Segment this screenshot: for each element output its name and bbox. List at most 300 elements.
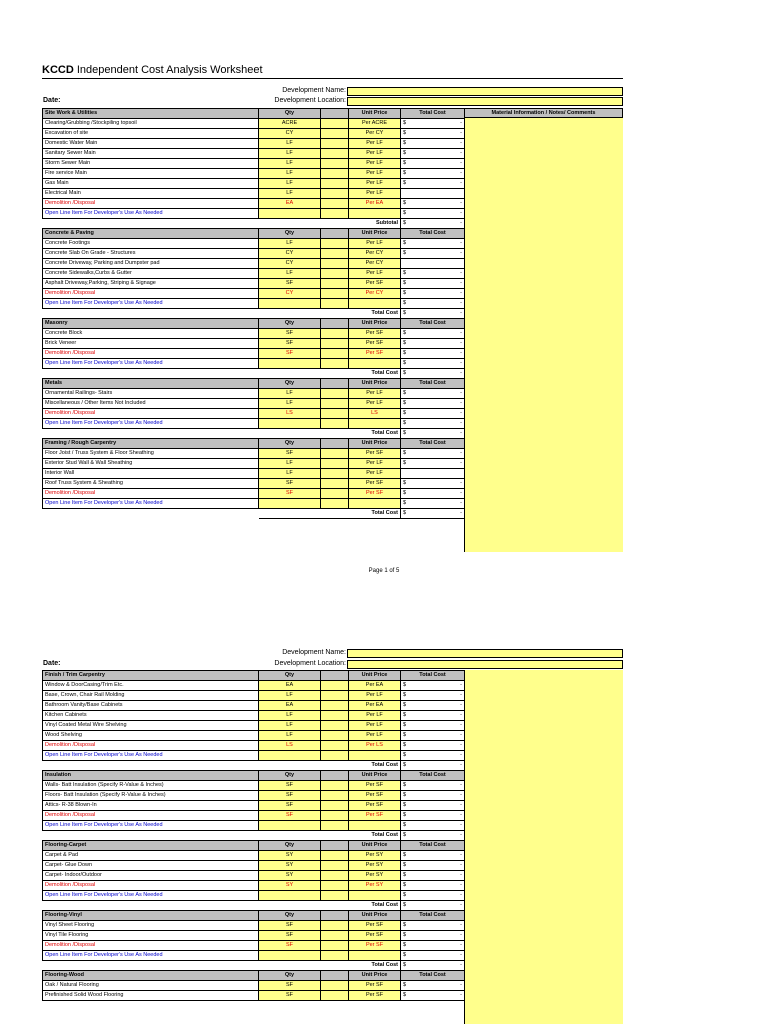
amount-value: -	[460, 180, 462, 186]
unit-price-cell[interactable]: LS	[349, 409, 401, 419]
unit-price-cell[interactable]: Per SY	[349, 851, 401, 861]
qty-input[interactable]	[321, 169, 349, 179]
subtotal-spacer	[43, 961, 259, 971]
unit-price-cell[interactable]: Per SF	[349, 991, 401, 1001]
qty-input[interactable]	[321, 259, 349, 269]
qty-cell[interactable]: SY	[259, 881, 321, 891]
qty-input[interactable]	[321, 419, 349, 429]
qty-input[interactable]	[321, 409, 349, 419]
qty-cell[interactable]: SF	[259, 791, 321, 801]
unit-price-cell[interactable]: Per SF	[349, 329, 401, 339]
qty-input[interactable]	[321, 299, 349, 309]
item-description: Excavation of site	[43, 129, 259, 139]
qty-cell[interactable]: LF	[259, 711, 321, 721]
qty-input[interactable]	[321, 921, 349, 931]
total-cost-cell	[401, 479, 465, 489]
amount	[403, 269, 462, 278]
amount-value: -	[460, 390, 462, 396]
amount	[403, 801, 462, 810]
section-name: Flooring-Vinyl	[43, 911, 259, 921]
title-text: Independent Cost Analysis Worksheet	[73, 64, 263, 76]
unit-price-cell[interactable]	[349, 359, 401, 369]
item-description: Fire service Main	[43, 169, 259, 179]
unit-price-cell[interactable]: Per EA	[349, 701, 401, 711]
unit-price-cell[interactable]	[349, 499, 401, 509]
qty-input[interactable]	[321, 891, 349, 901]
qty-input[interactable]	[321, 479, 349, 489]
qty-input[interactable]	[321, 139, 349, 149]
total-cost-cell	[401, 399, 465, 409]
unit-price-cell[interactable]: Per SY	[349, 861, 401, 871]
line-item-row	[43, 149, 465, 159]
unit-price-header: Unit Price	[349, 671, 401, 681]
blank-header	[321, 379, 349, 389]
line-item-row	[43, 189, 465, 199]
qty-cell[interactable]: SF	[259, 801, 321, 811]
section-name: Site Work & Utilities	[43, 109, 259, 119]
line-item-row	[43, 279, 465, 289]
currency-sign: $	[403, 892, 407, 898]
amount	[403, 419, 462, 428]
unit-price-cell[interactable]: Per LF	[349, 711, 401, 721]
qty-cell[interactable]: LS	[259, 741, 321, 751]
cost-table-page2	[42, 670, 465, 1001]
qty-cell[interactable]: EA	[259, 681, 321, 691]
section-header-row	[43, 971, 465, 981]
total-cost-header: Total Cost	[401, 911, 465, 921]
qty-input[interactable]	[321, 701, 349, 711]
qty-cell[interactable]: LS	[259, 409, 321, 419]
currency-sign: $	[403, 350, 407, 356]
qty-cell[interactable]: CY	[259, 259, 321, 269]
qty-header: Qty	[259, 379, 321, 389]
amount-value: -	[460, 490, 462, 496]
qty-input[interactable]	[321, 149, 349, 159]
qty-input[interactable]	[321, 239, 349, 249]
total-cost-cell	[401, 731, 465, 741]
item-description: Open Line Item For Developer's Use As Needed	[43, 751, 259, 761]
qty-cell[interactable]: SF	[259, 449, 321, 459]
qty-cell[interactable]: SF	[259, 279, 321, 289]
qty-cell[interactable]	[259, 419, 321, 429]
qty-input[interactable]	[321, 389, 349, 399]
qty-input[interactable]	[321, 941, 349, 951]
qty-header: Qty	[259, 841, 321, 851]
qty-header: Qty	[259, 109, 321, 119]
qty-cell[interactable]: ACRE	[259, 119, 321, 129]
qty-cell[interactable]: SF	[259, 489, 321, 499]
qty-input[interactable]	[321, 791, 349, 801]
amount	[403, 479, 462, 488]
unit-price-cell[interactable]: Per LF	[349, 691, 401, 701]
line-item-row	[43, 781, 465, 791]
item-description: Vinyl Sheet Flooring	[43, 921, 259, 931]
line-item-row	[43, 691, 465, 701]
dev-name-field[interactable]	[347, 87, 623, 96]
unit-price-cell[interactable]: Per LF	[349, 149, 401, 159]
unit-price-cell[interactable]: Per ACRE	[349, 119, 401, 129]
total-cost-cell	[401, 279, 465, 289]
qty-input[interactable]	[321, 489, 349, 499]
amount	[403, 349, 462, 358]
qty-cell[interactable]: EA	[259, 199, 321, 209]
subtotal-spacer	[259, 761, 321, 771]
unit-price-cell[interactable]: Per CY	[349, 129, 401, 139]
line-item-row	[43, 499, 465, 509]
qty-input[interactable]	[321, 741, 349, 751]
qty-cell[interactable]: LF	[259, 459, 321, 469]
qty-cell[interactable]: LF	[259, 139, 321, 149]
section-header-row	[43, 911, 465, 921]
subtotal-spacer	[43, 509, 259, 519]
subtotal-value	[401, 961, 465, 971]
qty-cell[interactable]: LF	[259, 149, 321, 159]
qty-cell[interactable]: LF	[259, 179, 321, 189]
subtotal-label: Total Cost	[349, 961, 401, 971]
unit-price-cell[interactable]: Per EA	[349, 199, 401, 209]
qty-input[interactable]	[321, 991, 349, 1001]
section-header-row	[43, 671, 465, 681]
line-item-row	[43, 249, 465, 259]
unit-price-cell[interactable]: Per LF	[349, 139, 401, 149]
currency-sign: $	[403, 952, 407, 958]
subtotal-value	[401, 831, 465, 841]
qty-cell[interactable]: LF	[259, 159, 321, 169]
amount-value: -	[460, 310, 462, 316]
qty-input[interactable]	[321, 459, 349, 469]
subtotal-row	[43, 901, 465, 911]
qty-cell[interactable]: SF	[259, 781, 321, 791]
unit-price-cell[interactable]: Per LF	[349, 399, 401, 409]
qty-input[interactable]	[321, 691, 349, 701]
unit-price-cell[interactable]: Per CY	[349, 249, 401, 259]
qty-cell[interactable]: SY	[259, 851, 321, 861]
amount	[403, 681, 462, 690]
qty-cell[interactable]: LF	[259, 269, 321, 279]
qty-cell[interactable]	[259, 891, 321, 901]
item-description: Open Line Item For Developer's Use As Needed	[43, 891, 259, 901]
qty-input[interactable]	[321, 951, 349, 961]
qty-input[interactable]	[321, 339, 349, 349]
subtotal-value	[401, 429, 465, 439]
qty-input[interactable]	[321, 199, 349, 209]
currency-sign: $	[403, 782, 407, 788]
qty-input[interactable]	[321, 731, 349, 741]
section-header-row	[43, 109, 465, 119]
unit-price-cell[interactable]: Per LF	[349, 469, 401, 479]
qty-input[interactable]	[321, 359, 349, 369]
unit-price-cell[interactable]: Per SF	[349, 931, 401, 941]
unit-price-cell[interactable]	[349, 751, 401, 761]
qty-cell[interactable]: LF	[259, 239, 321, 249]
qty-cell[interactable]	[259, 359, 321, 369]
qty-input[interactable]	[321, 811, 349, 821]
qty-cell[interactable]: SF	[259, 349, 321, 359]
unit-price-cell[interactable]: Per SF	[349, 349, 401, 359]
qty-input[interactable]	[321, 871, 349, 881]
qty-cell[interactable]: CY	[259, 249, 321, 259]
unit-price-cell[interactable]: Per LF	[349, 269, 401, 279]
unit-price-cell[interactable]	[349, 821, 401, 831]
total-cost-cell	[401, 691, 465, 701]
line-item-row	[43, 409, 465, 419]
subtotal-row	[43, 369, 465, 379]
unit-price-cell[interactable]: Per LF	[349, 189, 401, 199]
line-item-row	[43, 389, 465, 399]
currency-sign: $	[403, 290, 407, 296]
amount-value: -	[460, 862, 462, 868]
qty-input[interactable]	[321, 209, 349, 219]
currency-sign: $	[403, 490, 407, 496]
unit-price-cell[interactable]: Per LF	[349, 389, 401, 399]
subtotal-spacer	[259, 369, 321, 379]
unit-price-cell[interactable]	[349, 419, 401, 429]
currency-sign: $	[403, 480, 407, 486]
qty-input[interactable]	[321, 449, 349, 459]
unit-price-cell[interactable]: Per LF	[349, 179, 401, 189]
qty-cell[interactable]	[259, 299, 321, 309]
qty-cell[interactable]: SF	[259, 811, 321, 821]
currency-sign: $	[403, 390, 407, 396]
qty-cell[interactable]	[259, 499, 321, 509]
qty-cell[interactable]: LF	[259, 169, 321, 179]
item-description: Interior Wall	[43, 469, 259, 479]
subtotal-row	[43, 761, 465, 771]
qty-input[interactable]	[321, 751, 349, 761]
line-item-row	[43, 941, 465, 951]
subtotal-row	[43, 309, 465, 319]
dev-location-label-p2: Development Location:	[274, 660, 346, 667]
unit-price-cell[interactable]	[349, 299, 401, 309]
subtotal-label: Total Cost	[349, 901, 401, 911]
qty-input[interactable]	[321, 801, 349, 811]
unit-price-cell[interactable]: Per LF	[349, 169, 401, 179]
amount-value: -	[460, 942, 462, 948]
unit-price-cell[interactable]: Per SY	[349, 871, 401, 881]
currency-sign: $	[403, 510, 407, 516]
qty-input[interactable]	[321, 851, 349, 861]
qty-cell[interactable]: LF	[259, 469, 321, 479]
notes-column[interactable]	[464, 118, 623, 552]
unit-price-cell[interactable]	[349, 951, 401, 961]
currency-sign: $	[403, 310, 407, 316]
unit-price-cell[interactable]: Per LS	[349, 741, 401, 751]
dev-location-field-p2[interactable]	[347, 660, 623, 669]
line-item-row	[43, 299, 465, 309]
qty-input[interactable]	[321, 179, 349, 189]
dev-name-label-p2: Development Name:	[282, 649, 346, 656]
qty-input[interactable]	[321, 269, 349, 279]
amount-value: -	[460, 150, 462, 156]
qty-cell[interactable]: EA	[259, 701, 321, 711]
qty-cell[interactable]: LF	[259, 721, 321, 731]
qty-input[interactable]	[321, 249, 349, 259]
qty-input[interactable]	[321, 821, 349, 831]
qty-input[interactable]	[321, 469, 349, 479]
unit-price-cell[interactable]: Per SF	[349, 791, 401, 801]
qty-cell[interactable]: SY	[259, 861, 321, 871]
qty-cell[interactable]: SF	[259, 931, 321, 941]
unit-price-cell[interactable]: Per SF	[349, 479, 401, 489]
item-description: Wood Shelving	[43, 731, 259, 741]
qty-cell[interactable]: SF	[259, 329, 321, 339]
amount-value: -	[460, 430, 462, 436]
qty-input[interactable]	[321, 721, 349, 731]
qty-input[interactable]	[321, 329, 349, 339]
dev-name-field-p2[interactable]	[347, 649, 623, 658]
qty-cell[interactable]: LF	[259, 189, 321, 199]
amount	[403, 199, 462, 208]
notes-column-p2[interactable]	[464, 670, 623, 1024]
line-item-row	[43, 129, 465, 139]
currency-sign: $	[403, 722, 407, 728]
amount-value: -	[460, 732, 462, 738]
qty-input[interactable]	[321, 881, 349, 891]
dev-location-field[interactable]	[347, 97, 623, 106]
qty-input[interactable]	[321, 129, 349, 139]
unit-price-cell[interactable]: Per LF	[349, 159, 401, 169]
line-item-row	[43, 701, 465, 711]
qty-input[interactable]	[321, 119, 349, 129]
currency-sign: $	[403, 922, 407, 928]
total-cost-cell	[401, 139, 465, 149]
qty-input[interactable]	[321, 289, 349, 299]
unit-price-cell[interactable]: Per LF	[349, 731, 401, 741]
line-item-row	[43, 339, 465, 349]
qty-cell[interactable]: LF	[259, 691, 321, 701]
subtotal-spacer	[321, 509, 349, 519]
currency-sign: $	[403, 882, 407, 888]
item-description: Base, Crown, Chair Rail Molding	[43, 691, 259, 701]
amount-value: -	[460, 120, 462, 126]
total-cost-cell	[401, 179, 465, 189]
blank-header	[321, 971, 349, 981]
amount-value: -	[460, 240, 462, 246]
qty-input[interactable]	[321, 681, 349, 691]
unit-price-header: Unit Price	[349, 319, 401, 329]
qty-input[interactable]	[321, 981, 349, 991]
line-item-row	[43, 791, 465, 801]
subtotal-spacer	[259, 831, 321, 841]
unit-price-cell[interactable]: Per SF	[349, 781, 401, 791]
amount	[403, 359, 462, 368]
item-description: Miscellaneous / Other Items Not Included	[43, 399, 259, 409]
total-cost-cell	[401, 921, 465, 931]
section-name: Concrete & Paving	[43, 229, 259, 239]
amount	[403, 991, 462, 1000]
unit-price-cell[interactable]: Per SY	[349, 881, 401, 891]
unit-price-cell[interactable]	[349, 891, 401, 901]
qty-cell[interactable]: SF	[259, 479, 321, 489]
line-item-row	[43, 159, 465, 169]
qty-cell[interactable]: SF	[259, 941, 321, 951]
qty-cell[interactable]: LF	[259, 731, 321, 741]
qty-input[interactable]	[321, 189, 349, 199]
subtotal-spacer	[43, 219, 259, 229]
total-cost-cell	[401, 209, 465, 219]
amount	[403, 399, 462, 408]
unit-price-cell[interactable]: Per LF	[349, 721, 401, 731]
item-description: Bathroom Vanity/Base Cabinets	[43, 701, 259, 711]
line-item-row	[43, 449, 465, 459]
qty-input[interactable]	[321, 781, 349, 791]
qty-input[interactable]	[321, 931, 349, 941]
unit-price-cell[interactable]: Per SF	[349, 449, 401, 459]
unit-price-cell[interactable]: Per SF	[349, 489, 401, 499]
qty-header: Qty	[259, 319, 321, 329]
amount-value: -	[460, 682, 462, 688]
qty-cell[interactable]: SF	[259, 339, 321, 349]
line-item-row	[43, 399, 465, 409]
qty-cell[interactable]	[259, 751, 321, 761]
total-cost-cell	[401, 821, 465, 831]
currency-sign: $	[403, 150, 407, 156]
qty-input[interactable]	[321, 499, 349, 509]
unit-price-cell[interactable]: Per SF	[349, 981, 401, 991]
unit-price-cell[interactable]: Per EA	[349, 681, 401, 691]
currency-sign: $	[403, 500, 407, 506]
amount-value: -	[460, 762, 462, 768]
qty-cell[interactable]: CY	[259, 289, 321, 299]
unit-price-cell[interactable]: Per CY	[349, 289, 401, 299]
total-cost-cell	[401, 931, 465, 941]
unit-price-cell[interactable]: Per LF	[349, 239, 401, 249]
qty-cell[interactable]: CY	[259, 129, 321, 139]
unit-price-cell[interactable]: Per SF	[349, 811, 401, 821]
qty-cell[interactable]: SF	[259, 981, 321, 991]
qty-cell[interactable]: SF	[259, 991, 321, 1001]
qty-cell[interactable]	[259, 209, 321, 219]
qty-cell[interactable]: SF	[259, 921, 321, 931]
item-description: Domestic Water Main	[43, 139, 259, 149]
qty-cell[interactable]: LF	[259, 389, 321, 399]
section-name: Framing / Rough Carpentry	[43, 439, 259, 449]
currency-sign: $	[403, 430, 407, 436]
amount	[403, 881, 462, 890]
qty-input[interactable]	[321, 349, 349, 359]
qty-input[interactable]	[321, 159, 349, 169]
subtotal-spacer	[259, 961, 321, 971]
qty-input[interactable]	[321, 279, 349, 289]
qty-cell[interactable]: SY	[259, 871, 321, 881]
subtotal-spacer	[321, 761, 349, 771]
qty-input[interactable]	[321, 861, 349, 871]
unit-price-cell[interactable]: Per CY	[349, 259, 401, 269]
qty-input[interactable]	[321, 711, 349, 721]
subtotal-row	[43, 961, 465, 971]
total-cost-header: Total Cost	[401, 109, 465, 119]
amount-value: -	[460, 882, 462, 888]
unit-price-cell[interactable]: Per SF	[349, 941, 401, 951]
subtotal-row	[43, 509, 465, 519]
amount-value: -	[460, 250, 462, 256]
qty-cell[interactable]: LF	[259, 399, 321, 409]
line-item-row	[43, 871, 465, 881]
currency-sign: $	[403, 692, 407, 698]
unit-price-cell[interactable]: Per SF	[349, 279, 401, 289]
unit-price-cell[interactable]: Per LF	[349, 459, 401, 469]
unit-price-cell[interactable]: Per SF	[349, 801, 401, 811]
qty-cell[interactable]	[259, 951, 321, 961]
amount-value: -	[460, 270, 462, 276]
subtotal-value	[401, 369, 465, 379]
item-description: Storm Sewer Main	[43, 159, 259, 169]
qty-cell[interactable]	[259, 821, 321, 831]
unit-price-cell[interactable]: Per SF	[349, 339, 401, 349]
qty-input[interactable]	[321, 399, 349, 409]
unit-price-cell[interactable]: Per SF	[349, 921, 401, 931]
unit-price-cell[interactable]	[349, 209, 401, 219]
